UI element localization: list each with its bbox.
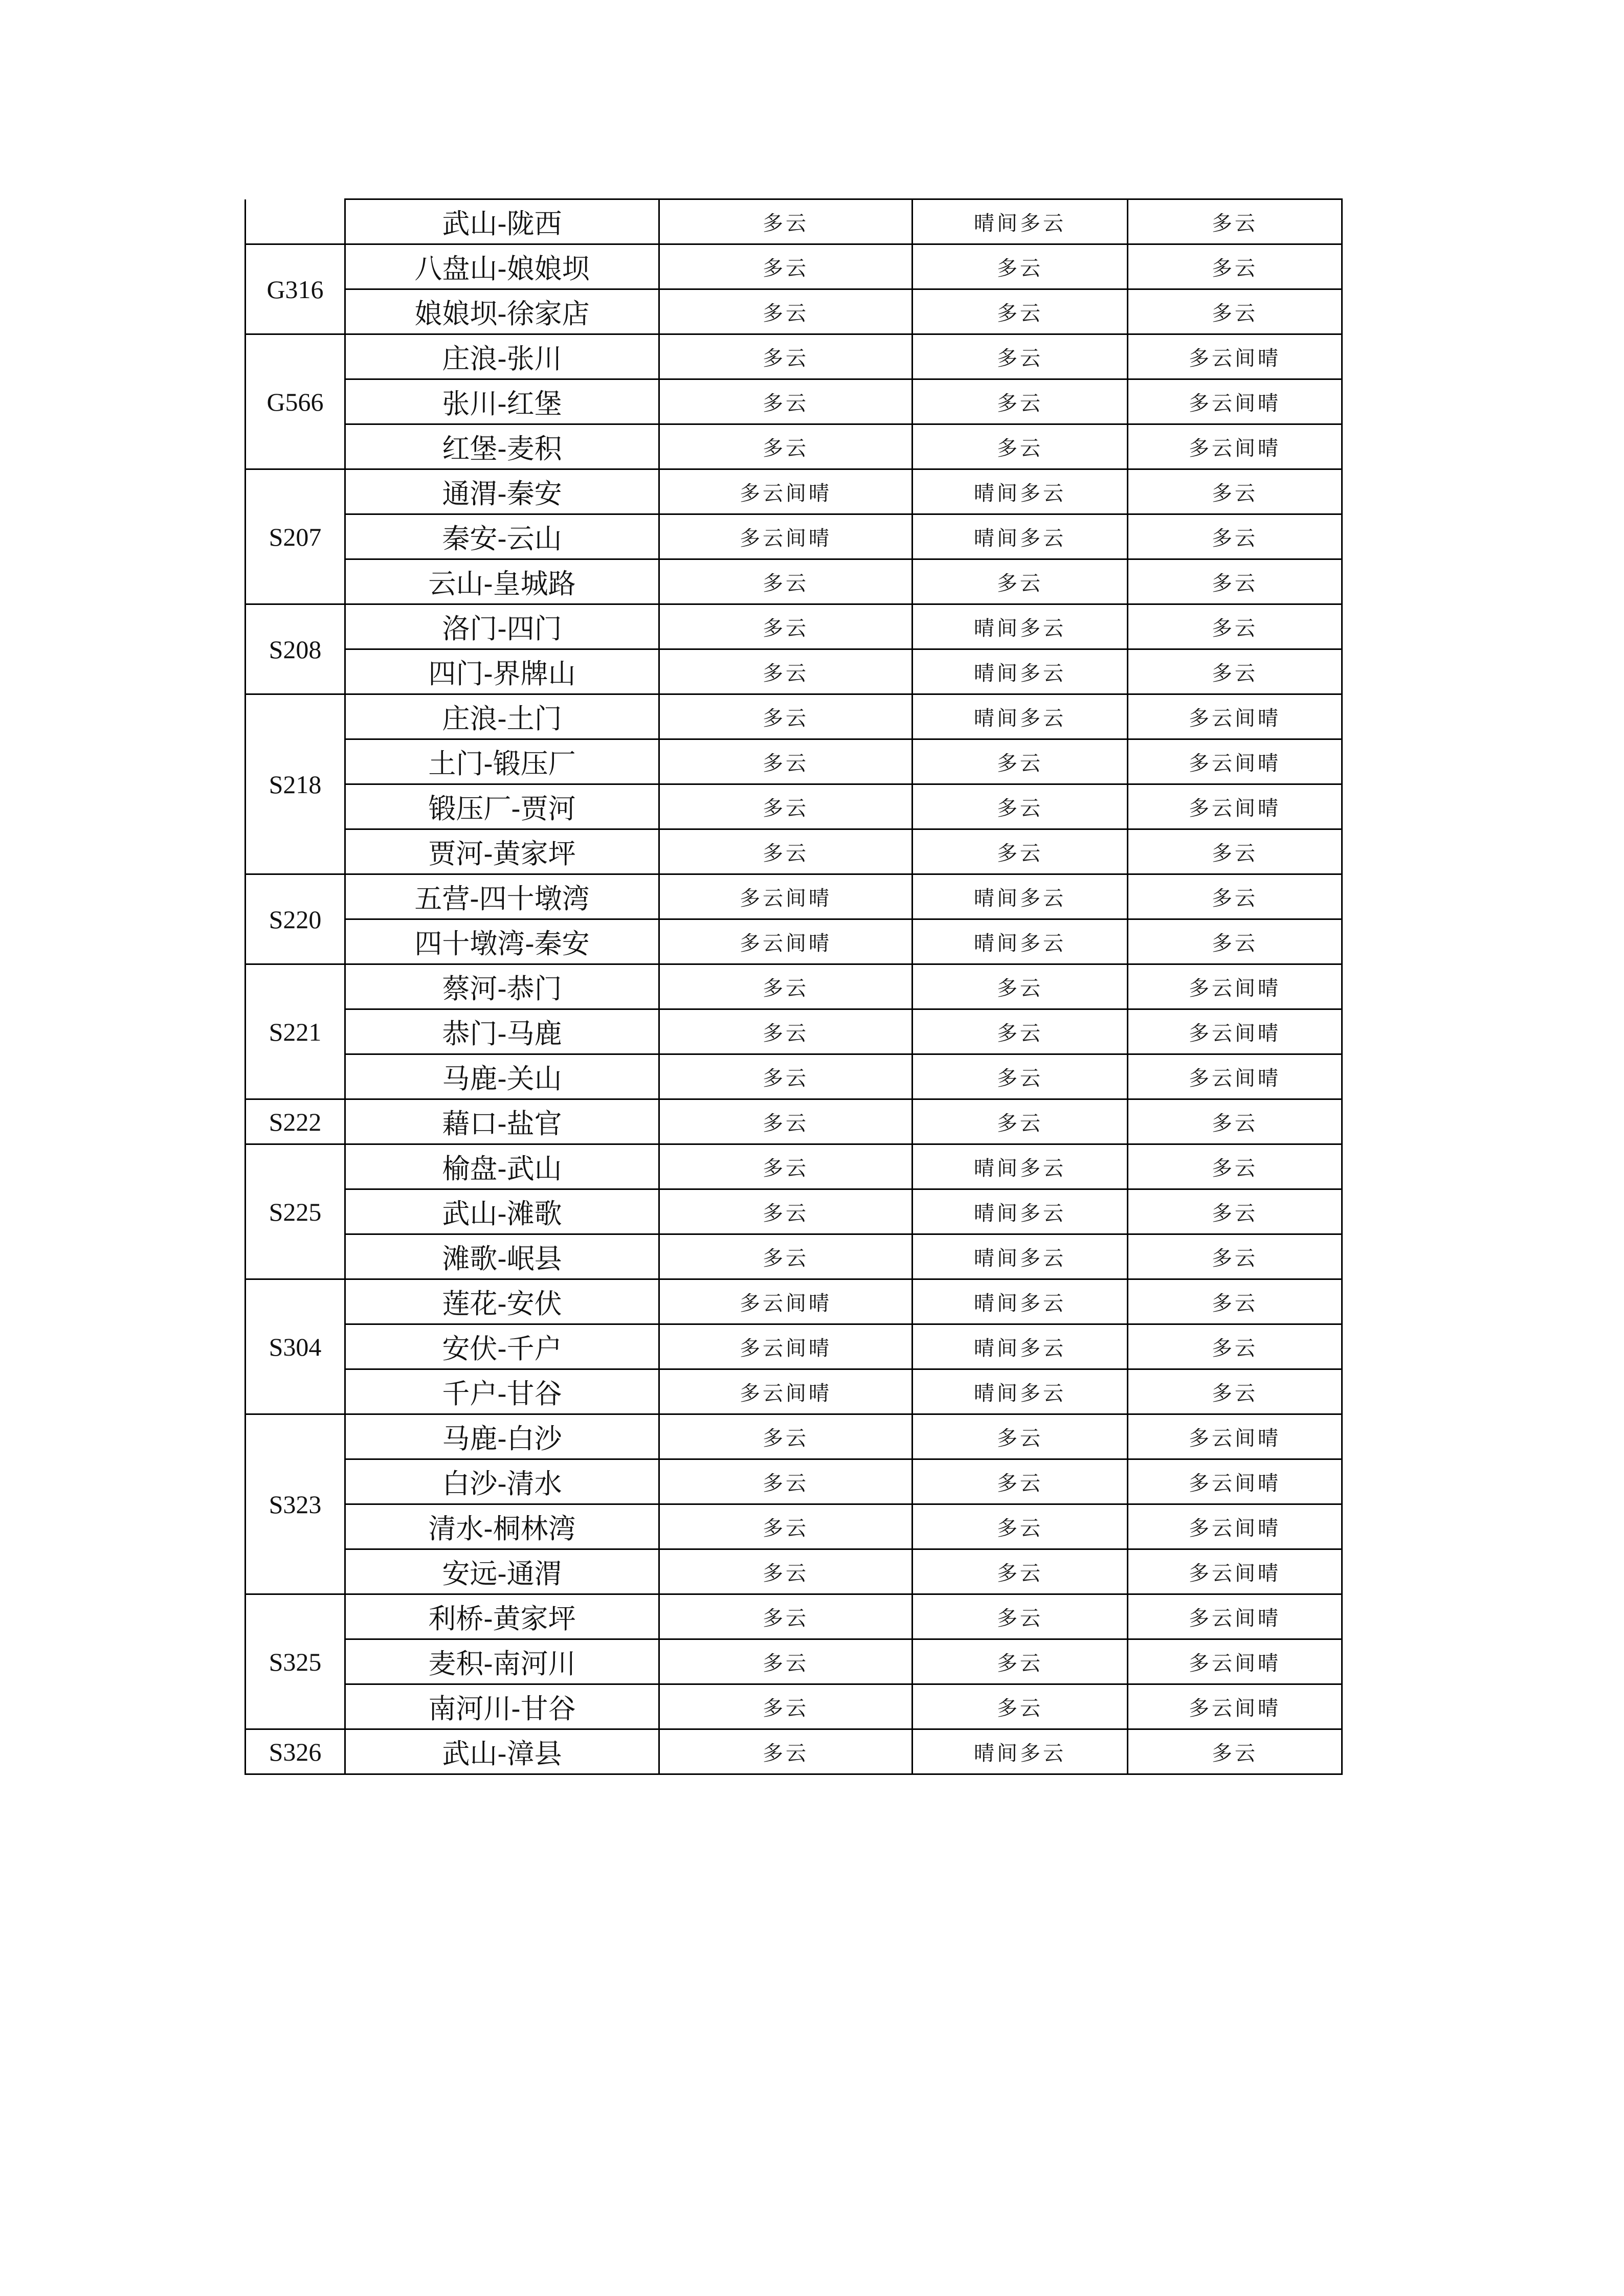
weather-cell-3: 多云 (1128, 1189, 1342, 1234)
weather-cell-1: 多云 (659, 694, 913, 739)
table-row (246, 244, 1342, 289)
weather-cell-2: 多云 (913, 289, 1128, 334)
weather-cell-1: 多云 (659, 1414, 913, 1459)
weather-cell-2: 多云 (913, 559, 1128, 604)
table-row (246, 1324, 1342, 1369)
weather-cell-1: 多云 (659, 334, 913, 379)
table-row (246, 1144, 1342, 1189)
table-body (246, 199, 1342, 1774)
weather-cell-2: 多云 (913, 1054, 1128, 1099)
weather-cell-1: 多云间晴 (659, 469, 913, 514)
weather-cell-2: 多云 (913, 424, 1128, 469)
table-row (246, 1369, 1342, 1414)
weather-cell-2: 多云 (913, 1414, 1128, 1459)
table-row (246, 1504, 1342, 1549)
route-code-cell: S326 (246, 1729, 345, 1774)
road-section-cell: 四十墩湾-秦安 (345, 919, 659, 964)
weather-cell-3: 多云间晴 (1128, 1459, 1342, 1504)
weather-cell-1: 多云间晴 (659, 874, 913, 919)
route-code-cell: S207 (246, 469, 345, 604)
weather-cell-2: 多云 (913, 1099, 1128, 1144)
table-row (246, 1234, 1342, 1279)
road-section-cell: 八盘山-娘娘坝 (345, 244, 659, 289)
weather-cell-3: 多云 (1128, 289, 1342, 334)
weather-cell-1: 多云 (659, 1189, 913, 1234)
weather-cell-1: 多云间晴 (659, 514, 913, 559)
road-section-cell: 蔡河-恭门 (345, 964, 659, 1009)
road-section-cell: 榆盘-武山 (345, 1144, 659, 1189)
weather-cell-3: 多云间晴 (1128, 1549, 1342, 1594)
table-row (246, 1189, 1342, 1234)
weather-cell-3: 多云间晴 (1128, 1594, 1342, 1639)
weather-cell-2: 多云 (913, 964, 1128, 1009)
weather-cell-3: 多云 (1128, 469, 1342, 514)
weather-cell-1: 多云间晴 (659, 1369, 913, 1414)
weather-cell-2: 晴间多云 (913, 199, 1128, 244)
table-row (246, 694, 1342, 739)
route-code-cell: S304 (246, 1279, 345, 1414)
weather-cell-2: 晴间多云 (913, 469, 1128, 514)
weather-cell-2: 晴间多云 (913, 1189, 1128, 1234)
table-row (246, 424, 1342, 469)
table-row (246, 334, 1342, 379)
table-row (246, 829, 1342, 874)
route-code-cell: G566 (246, 334, 345, 469)
road-section-cell: 土门-锻压厂 (345, 739, 659, 784)
weather-cell-2: 晴间多云 (913, 1234, 1128, 1279)
weather-cell-3: 多云间晴 (1128, 379, 1342, 424)
weather-cell-2: 晴间多云 (913, 514, 1128, 559)
road-section-cell: 通渭-秦安 (345, 469, 659, 514)
weather-cell-3: 多云 (1128, 874, 1342, 919)
road-section-cell: 恭门-马鹿 (345, 1009, 659, 1054)
weather-cell-2: 晴间多云 (913, 874, 1128, 919)
weather-cell-2: 晴间多云 (913, 694, 1128, 739)
weather-cell-3: 多云 (1128, 1279, 1342, 1324)
table-row (246, 1414, 1342, 1459)
weather-cell-1: 多云 (659, 1549, 913, 1594)
route-code-cell: S325 (246, 1594, 345, 1729)
weather-cell-3: 多云 (1128, 244, 1342, 289)
weather-cell-3: 多云 (1128, 649, 1342, 694)
table-row (246, 784, 1342, 829)
table-row (246, 964, 1342, 1009)
weather-cell-1: 多云 (659, 1009, 913, 1054)
table-row (246, 1009, 1342, 1054)
weather-cell-1: 多云 (659, 289, 913, 334)
weather-cell-3: 多云 (1128, 559, 1342, 604)
route-code-cell: S225 (246, 1144, 345, 1279)
weather-cell-3: 多云间晴 (1128, 1639, 1342, 1684)
weather-cell-3: 多云间晴 (1128, 784, 1342, 829)
road-section-cell: 庄浪-土门 (345, 694, 659, 739)
weather-cell-1: 多云 (659, 1054, 913, 1099)
weather-cell-1: 多云 (659, 829, 913, 874)
weather-cell-2: 多云 (913, 1009, 1128, 1054)
weather-cell-1: 多云 (659, 559, 913, 604)
road-section-cell: 麦积-南河川 (345, 1639, 659, 1684)
weather-cell-2: 晴间多云 (913, 1369, 1128, 1414)
weather-cell-3: 多云 (1128, 604, 1342, 649)
road-section-cell: 红堡-麦积 (345, 424, 659, 469)
route-code-cell: S221 (246, 964, 345, 1099)
weather-cell-2: 晴间多云 (913, 1279, 1128, 1324)
weather-cell-2: 晴间多云 (913, 649, 1128, 694)
route-code-cell: S323 (246, 1414, 345, 1594)
road-section-cell: 马鹿-关山 (345, 1054, 659, 1099)
weather-cell-3: 多云 (1128, 1729, 1342, 1774)
weather-cell-1: 多云 (659, 199, 913, 244)
weather-cell-2: 多云 (913, 1549, 1128, 1594)
road-section-cell: 武山-滩歌 (345, 1189, 659, 1234)
weather-cell-2: 晴间多云 (913, 1144, 1128, 1189)
table-row (246, 559, 1342, 604)
weather-cell-2: 多云 (913, 1594, 1128, 1639)
weather-cell-1: 多云 (659, 964, 913, 1009)
road-section-cell: 庄浪-张川 (345, 334, 659, 379)
weather-cell-1: 多云 (659, 1234, 913, 1279)
weather-cell-3: 多云 (1128, 1099, 1342, 1144)
road-section-cell: 张川-红堡 (345, 379, 659, 424)
table-row (246, 1594, 1342, 1639)
weather-cell-1: 多云 (659, 379, 913, 424)
route-code-cell (246, 199, 345, 244)
table-row (246, 1639, 1342, 1684)
weather-cell-3: 多云间晴 (1128, 1504, 1342, 1549)
table-row (246, 649, 1342, 694)
weather-cell-3: 多云间晴 (1128, 739, 1342, 784)
road-weather-table (244, 198, 1343, 1775)
weather-cell-2: 多云 (913, 1639, 1128, 1684)
weather-cell-3: 多云间晴 (1128, 424, 1342, 469)
road-section-cell: 安伏-千户 (345, 1324, 659, 1369)
weather-cell-2: 多云 (913, 1684, 1128, 1729)
road-section-cell: 娘娘坝-徐家店 (345, 289, 659, 334)
table-row (246, 739, 1342, 784)
weather-cell-3: 多云间晴 (1128, 334, 1342, 379)
weather-cell-3: 多云间晴 (1128, 1009, 1342, 1054)
table-row (246, 604, 1342, 649)
weather-cell-2: 多云 (913, 379, 1128, 424)
weather-cell-3: 多云间晴 (1128, 964, 1342, 1009)
weather-cell-1: 多云 (659, 1144, 913, 1189)
road-section-cell: 南河川-甘谷 (345, 1684, 659, 1729)
road-section-cell: 滩歌-岷县 (345, 1234, 659, 1279)
weather-cell-1: 多云 (659, 1594, 913, 1639)
weather-cell-2: 多云 (913, 829, 1128, 874)
road-section-cell: 白沙-清水 (345, 1459, 659, 1504)
weather-cell-2: 多云 (913, 1504, 1128, 1549)
table-row (246, 1099, 1342, 1144)
weather-cell-3: 多云间晴 (1128, 1414, 1342, 1459)
table-row (246, 469, 1342, 514)
road-section-cell: 贾河-黄家坪 (345, 829, 659, 874)
road-section-cell: 安远-通渭 (345, 1549, 659, 1594)
weather-cell-2: 晴间多云 (913, 604, 1128, 649)
route-code-cell: S208 (246, 604, 345, 694)
road-section-cell: 洛门-四门 (345, 604, 659, 649)
weather-cell-1: 多云间晴 (659, 919, 913, 964)
weather-cell-3: 多云 (1128, 199, 1342, 244)
weather-cell-2: 晴间多云 (913, 1324, 1128, 1369)
road-section-cell: 武山-陇西 (345, 199, 659, 244)
weather-cell-2: 多云 (913, 334, 1128, 379)
route-code-cell: S220 (246, 874, 345, 964)
weather-cell-1: 多云 (659, 784, 913, 829)
weather-cell-3: 多云 (1128, 514, 1342, 559)
road-section-cell: 利桥-黄家坪 (345, 1594, 659, 1639)
weather-cell-1: 多云 (659, 649, 913, 694)
road-section-cell: 马鹿-白沙 (345, 1414, 659, 1459)
weather-cell-1: 多云 (659, 739, 913, 784)
weather-cell-3: 多云 (1128, 1234, 1342, 1279)
table-row (246, 1279, 1342, 1324)
road-section-cell: 云山-皇城路 (345, 559, 659, 604)
weather-cell-2: 晴间多云 (913, 919, 1128, 964)
weather-cell-1: 多云 (659, 1504, 913, 1549)
weather-cell-3: 多云间晴 (1128, 694, 1342, 739)
road-section-cell: 秦安-云山 (345, 514, 659, 559)
road-section-cell: 五营-四十墩湾 (345, 874, 659, 919)
table-row (246, 1459, 1342, 1504)
table-row (246, 1549, 1342, 1594)
table-row (246, 199, 1342, 244)
road-section-cell: 清水-桐林湾 (345, 1504, 659, 1549)
weather-cell-2: 晴间多云 (913, 1729, 1128, 1774)
weather-cell-3: 多云 (1128, 1324, 1342, 1369)
route-code-cell: S222 (246, 1099, 345, 1144)
weather-cell-1: 多云 (659, 1459, 913, 1504)
weather-cell-3: 多云间晴 (1128, 1684, 1342, 1729)
weather-cell-3: 多云 (1128, 1144, 1342, 1189)
route-code-cell: G316 (246, 244, 345, 334)
table-row (246, 1684, 1342, 1729)
weather-cell-3: 多云 (1128, 1369, 1342, 1414)
weather-cell-1: 多云 (659, 1684, 913, 1729)
weather-cell-1: 多云 (659, 604, 913, 649)
table-row (246, 514, 1342, 559)
table-row (246, 1729, 1342, 1774)
road-section-cell: 锻压厂-贾河 (345, 784, 659, 829)
table-row (246, 289, 1342, 334)
weather-cell-1: 多云 (659, 1639, 913, 1684)
weather-cell-1: 多云 (659, 244, 913, 289)
weather-cell-3: 多云 (1128, 829, 1342, 874)
weather-cell-1: 多云间晴 (659, 1279, 913, 1324)
weather-cell-3: 多云 (1128, 919, 1342, 964)
road-section-cell: 莲花-安伏 (345, 1279, 659, 1324)
table-row (246, 919, 1342, 964)
table-row (246, 379, 1342, 424)
weather-cell-1: 多云间晴 (659, 1324, 913, 1369)
road-section-cell: 四门-界牌山 (345, 649, 659, 694)
weather-cell-2: 多云 (913, 1459, 1128, 1504)
weather-cell-3: 多云间晴 (1128, 1054, 1342, 1099)
road-section-cell: 千户-甘谷 (345, 1369, 659, 1414)
weather-cell-1: 多云 (659, 424, 913, 469)
road-section-cell: 藉口-盐官 (345, 1099, 659, 1144)
road-section-cell: 武山-漳县 (345, 1729, 659, 1774)
weather-cell-2: 多云 (913, 739, 1128, 784)
table-row (246, 1054, 1342, 1099)
weather-cell-1: 多云 (659, 1099, 913, 1144)
weather-cell-2: 多云 (913, 784, 1128, 829)
weather-cell-2: 多云 (913, 244, 1128, 289)
route-code-cell: S218 (246, 694, 345, 874)
table-row (246, 874, 1342, 919)
weather-cell-1: 多云 (659, 1729, 913, 1774)
